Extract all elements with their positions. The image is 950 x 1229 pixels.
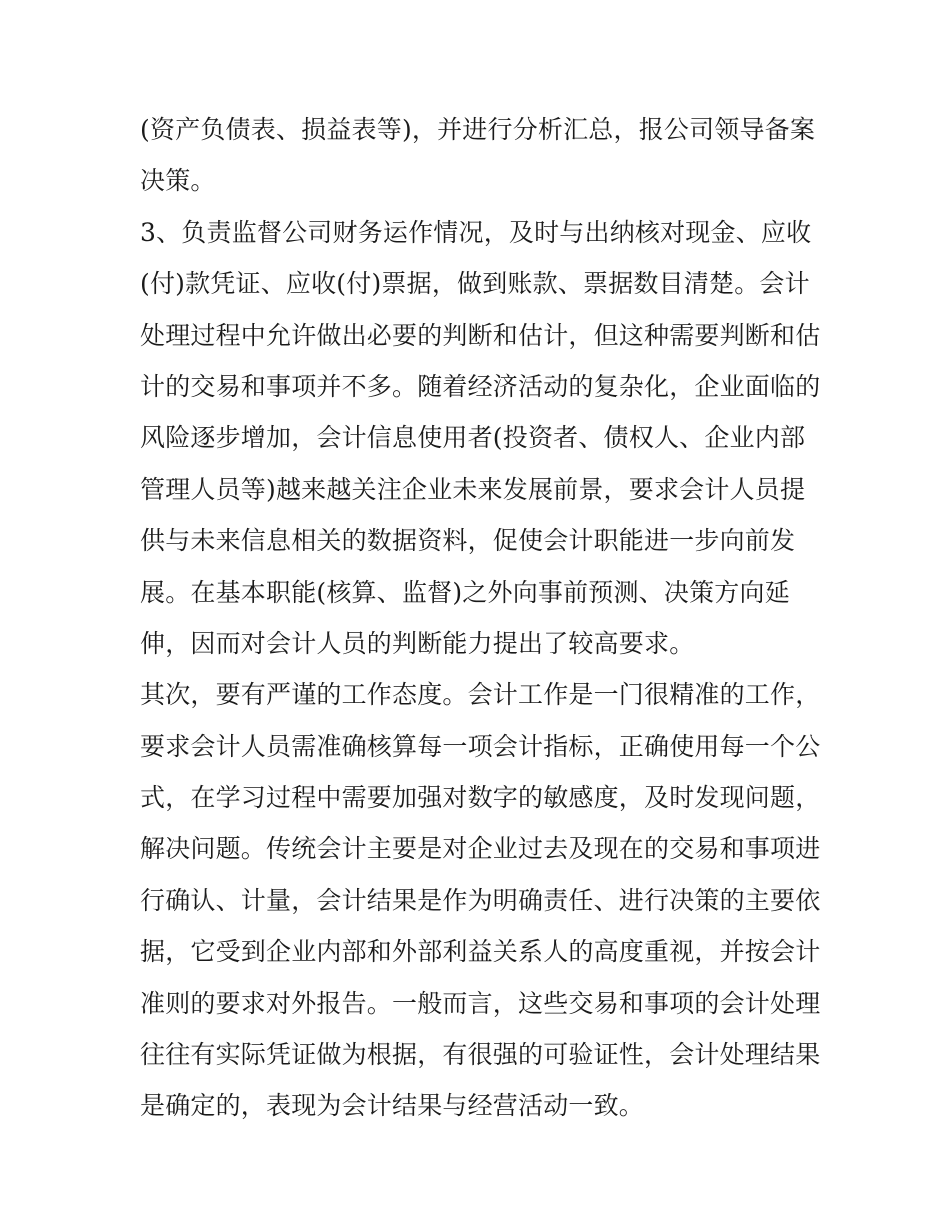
- text-line: 其次，要有严谨的工作态度。会计工作是一门很精准的工作，: [140, 680, 821, 710]
- text-line: 3、负责监督公司财务运作情况，及时与出纳核对现金、应收: [140, 217, 812, 247]
- text-line: 解决问题。传统会计主要是对企业过去及现在的交易和事项进: [140, 834, 821, 864]
- text-line: 风险逐步增加，会计信息使用者(投资者、债权人、企业内部: [140, 423, 806, 453]
- text-line: 准则的要求对外报告。一般而言，这些交易和事项的会计处理: [140, 988, 821, 1018]
- text-line: (资产负债表、损益表等)，并进行分析汇总，报公司领导备案: [140, 115, 816, 144]
- text-line: 往往有实际凭证做为根据，有很强的可验证性，会计处理结果: [140, 1040, 821, 1070]
- text-line: 展。在基本职能(核算、监督)之外向事前预测、决策方向延: [140, 577, 790, 607]
- text-line: 计的交易和事项并不多。随着经济活动的复杂化，企业面临的: [140, 371, 821, 401]
- document-body: [140, 104, 820, 1132]
- text-line: 式，在学习过程中需要加强对数字的敏感度，及时发现问题，: [140, 783, 821, 813]
- text-line: (付)款凭证、应收(付)票据，做到账款、票据数目清楚。会计: [140, 269, 810, 299]
- text-line: 决策。: [140, 166, 216, 196]
- text-line: 是确定的，表现为会计结果与经营活动一致。: [140, 1091, 645, 1121]
- text-line: 伸，因而对会计人员的判断能力提出了较高要求。: [140, 628, 695, 658]
- text-line: 行确认、计量，会计结果是作为明确责任、进行决策的主要依: [140, 885, 821, 915]
- text-line: 处理过程中允许做出必要的判断和估计，但这种需要判断和估: [140, 320, 821, 350]
- text-line: 管理人员等)越来越关注企业未来发展前景，要求会计人员提: [140, 474, 806, 504]
- text-line: 要求会计人员需准确核算每一项会计指标，正确使用每一个公: [140, 731, 821, 761]
- text-line: 供与未来信息相关的数据资料，促使会计职能进一步向前发: [140, 526, 796, 556]
- text-line: 据，它受到企业内部和外部利益关系人的高度重视，并按会计: [140, 937, 821, 967]
